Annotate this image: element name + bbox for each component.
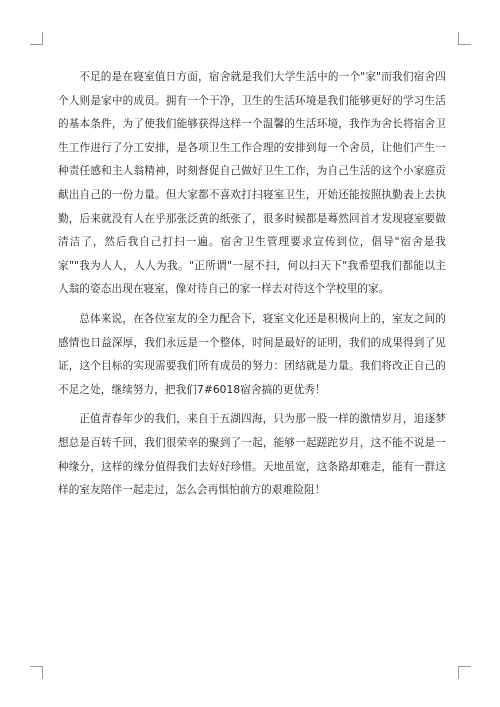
paragraph-closing: 正值青春年少的我们，来自于五湖四海，只为那一股一样的激情岁月，追逐梦想总是百转千回，我们很荣幸的聚到了一起，能够一起蹉跎岁月，这不能不说是一种缘分，这样的缘分值得我们去好好珍惜。天地虽宽，这条路却难走，能有一群这样的室友陪伴一起走过，怎么会再惧怕前方的艰难险阻！ — [58, 413, 446, 497]
document-body — [58, 66, 446, 509]
paragraph-dorm-cleaning: 不足的是在寝室值日方面，宿舍就是我们大学生活中的一个"家"而我们宿舍四个人则是家中的成员。拥有一个干净，卫生的生活环境是我们能够更好的学习生活的基本条件，为了使我们能够获得这样一个温馨的生活环境，我作为舍长将宿舍卫生工作进行了分工安排，是各项卫生工作合理的安排到每一个舍员，让他们产生一种责任感和主人翁精神，时刻督促自己做好卫生工作，为自己生活的这个小家庭贡献出自己的一份力量。但大家都不喜欢打扫寝室卫生，开始还能按照执勤表上去执勤，后来就没有人在乎那张泛黄的纸张了，很多时候都是蓦然回首才发现寝室要做清洁了，然后我自己打扫一遍。宿舍卫生管理要求宣传到位，倡导"宿舍是我家""我为人人，人人为我。"正所谓"一屋不扫，何以扫天下"我希望我们都能以主人翁的姿态出现在寝室，像对待自己的家一样去对待这个学校里的家。 — [58, 71, 446, 296]
paragraph-summary: 总体来说，在各位室友的全力配合下，寝室文化还是积极向上的，室友之间的感情也日益深厚，我们永远是一个整体，时间是最好的证明，我们的成果得到了见证，这个目标的实现需要我们所有成员的努力：团结就是力量。我们将改正自己的不足之处，继续努力，把我们7#6018宿舍搞的更优秀！ — [58, 312, 446, 396]
crop-mark-bottom-right — [458, 666, 471, 679]
crop-mark-bottom-left — [30, 666, 43, 679]
crop-mark-top-right — [458, 32, 471, 45]
crop-mark-top-left — [30, 32, 43, 45]
